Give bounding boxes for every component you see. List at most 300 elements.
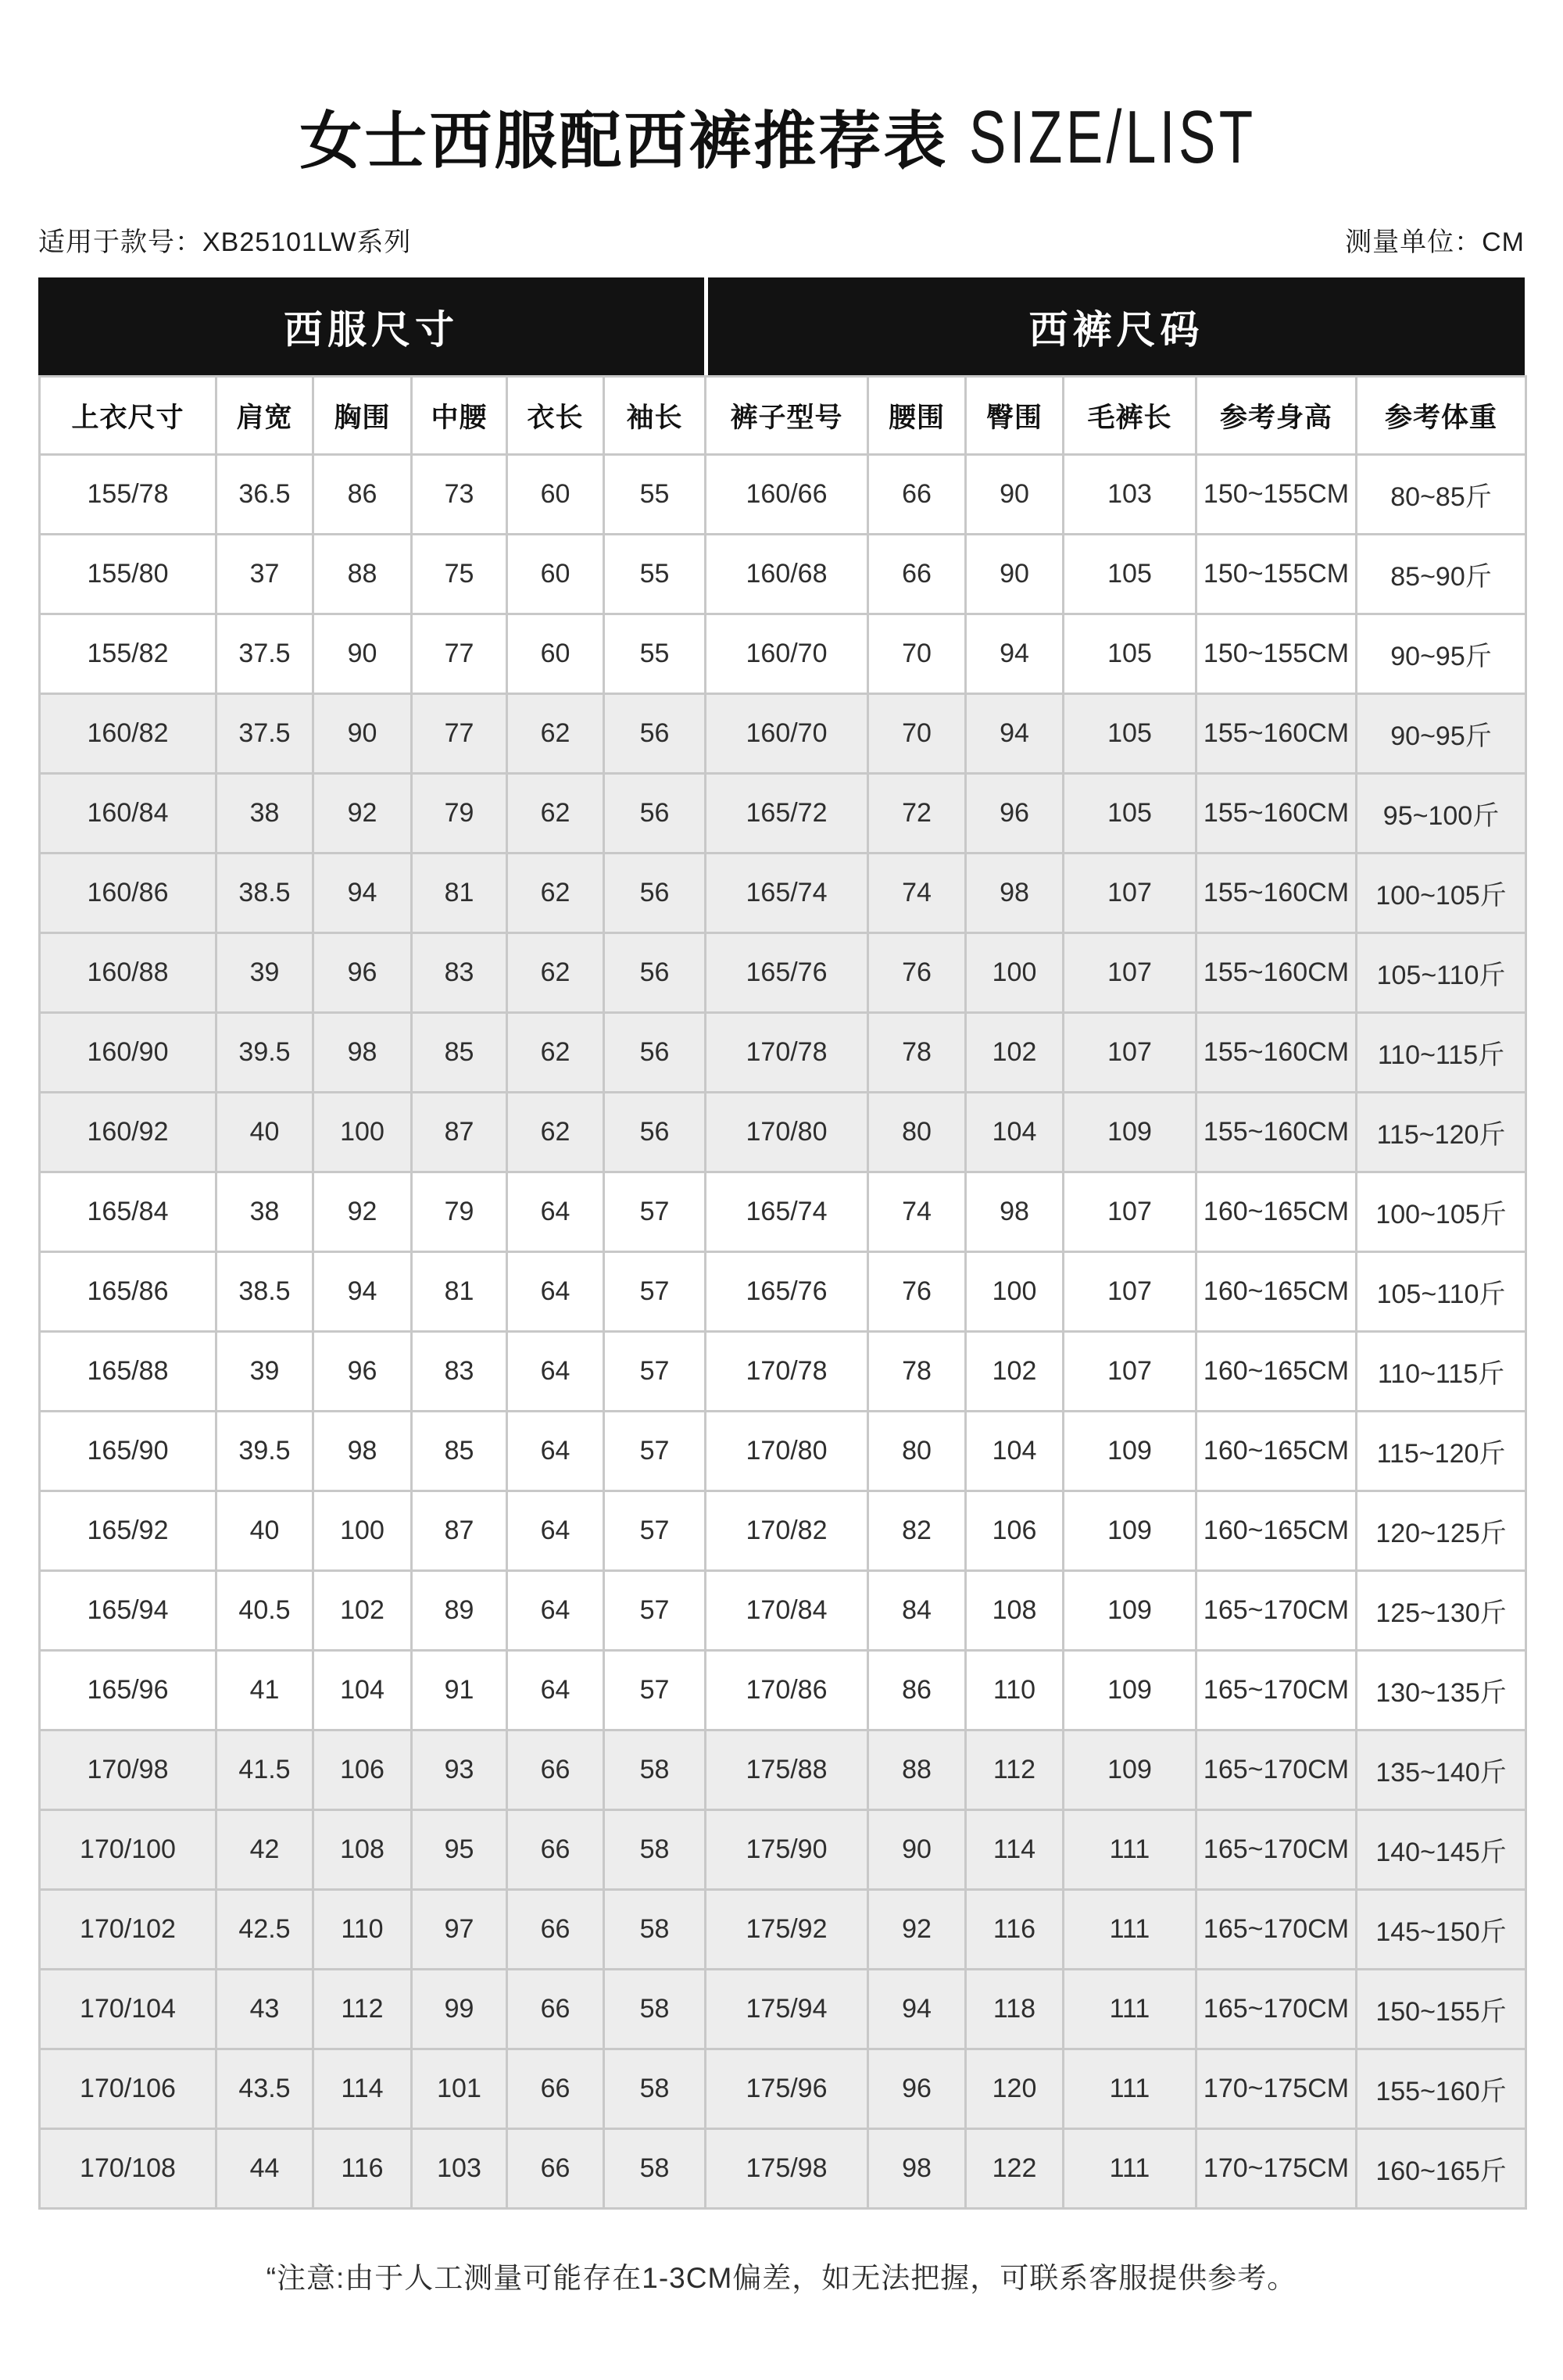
column-header: 参考身高 — [1196, 377, 1357, 455]
size-cell: 57 — [604, 1332, 706, 1412]
size-cell: 57 — [604, 1491, 706, 1571]
size-cell: 79 — [412, 774, 507, 854]
size-cell: 79 — [412, 1172, 507, 1252]
size-cell: 155/82 — [40, 614, 216, 694]
size-cell: 160~165斤 — [1357, 2129, 1526, 2209]
table-row — [40, 1093, 1526, 1172]
table-row — [40, 1970, 1526, 2049]
table-row — [40, 1571, 1526, 1651]
size-cell: 108 — [966, 1571, 1064, 1651]
size-cell: 112 — [966, 1730, 1064, 1810]
size-cell: 89 — [412, 1571, 507, 1651]
size-cell: 66 — [868, 535, 966, 614]
size-cell: 64 — [507, 1412, 604, 1491]
size-cell: 80~85斤 — [1357, 455, 1526, 535]
size-cell: 100 — [966, 1252, 1064, 1332]
size-cell: 170/100 — [40, 1810, 216, 1890]
table-row — [40, 1172, 1526, 1252]
size-cell: 66 — [868, 455, 966, 535]
size-cell: 102 — [313, 1571, 412, 1651]
size-cell: 75 — [412, 535, 507, 614]
table-row — [40, 1491, 1526, 1571]
measure-unit-note: 测量单位：CM — [1345, 227, 1525, 257]
size-cell: 64 — [507, 1332, 604, 1412]
size-cell: 165~170CM — [1196, 1970, 1357, 2049]
size-cell: 110~115斤 — [1357, 1332, 1526, 1412]
size-cell: 80 — [868, 1412, 966, 1491]
size-cell: 160/82 — [40, 694, 216, 774]
size-cell: 66 — [507, 1890, 604, 1970]
column-header: 参考体重 — [1357, 377, 1526, 455]
size-cell: 36.5 — [216, 455, 313, 535]
size-cell: 58 — [604, 2129, 706, 2209]
group-header-suit: 西服尺寸 — [38, 277, 704, 375]
size-cell: 64 — [507, 1252, 604, 1332]
column-header: 上衣尺寸 — [40, 377, 216, 455]
size-cell: 44 — [216, 2129, 313, 2209]
size-cell: 76 — [868, 933, 966, 1013]
size-cell: 150~155CM — [1196, 535, 1357, 614]
size-cell: 107 — [1064, 1172, 1196, 1252]
size-cell: 165/72 — [706, 774, 868, 854]
size-cell: 62 — [507, 1093, 604, 1172]
size-cell: 70 — [868, 614, 966, 694]
column-header: 肩宽 — [216, 377, 313, 455]
size-cell: 95~100斤 — [1357, 774, 1526, 854]
column-header: 毛裤长 — [1064, 377, 1196, 455]
size-cell: 170/86 — [706, 1651, 868, 1730]
size-cell: 175/96 — [706, 2049, 868, 2129]
size-cell: 170/106 — [40, 2049, 216, 2129]
size-cell: 170/84 — [706, 1571, 868, 1651]
size-cell: 175/90 — [706, 1810, 868, 1890]
size-cell: 150~155斤 — [1357, 1970, 1526, 2049]
model-number-note: 适用于款号：XB25101LW系列 — [38, 227, 412, 257]
size-cell: 98 — [868, 2129, 966, 2209]
size-cell: 175/88 — [706, 1730, 868, 1810]
size-cell: 62 — [507, 854, 604, 933]
size-cell: 110 — [313, 1890, 412, 1970]
size-cell: 160~165CM — [1196, 1172, 1357, 1252]
size-cell: 66 — [507, 1810, 604, 1890]
size-cell: 101 — [412, 2049, 507, 2129]
size-cell: 105 — [1064, 614, 1196, 694]
size-cell: 122 — [966, 2129, 1064, 2209]
size-cell: 90 — [313, 614, 412, 694]
size-cell: 78 — [868, 1332, 966, 1412]
size-cell: 93 — [412, 1730, 507, 1810]
size-cell: 39.5 — [216, 1013, 313, 1093]
table-row — [40, 1252, 1526, 1332]
size-cell: 111 — [1064, 1810, 1196, 1890]
size-cell: 135~140斤 — [1357, 1730, 1526, 1810]
size-cell: 170/108 — [40, 2129, 216, 2209]
size-cell: 87 — [412, 1491, 507, 1571]
table-row — [40, 694, 1526, 774]
size-cell: 106 — [313, 1730, 412, 1810]
size-cell: 37.5 — [216, 694, 313, 774]
size-cell: 84 — [868, 1571, 966, 1651]
size-cell: 88 — [868, 1730, 966, 1810]
size-cell: 39 — [216, 1332, 313, 1412]
size-cell: 105 — [1064, 774, 1196, 854]
size-cell: 116 — [313, 2129, 412, 2209]
size-cell: 102 — [966, 1013, 1064, 1093]
size-cell: 94 — [868, 1970, 966, 2049]
size-cell: 165/92 — [40, 1491, 216, 1571]
size-cell: 42 — [216, 1810, 313, 1890]
size-cell: 62 — [507, 774, 604, 854]
size-cell: 39.5 — [216, 1412, 313, 1491]
size-cell: 165/74 — [706, 854, 868, 933]
size-cell: 155~160CM — [1196, 774, 1357, 854]
size-cell: 66 — [507, 1970, 604, 2049]
size-cell: 85 — [412, 1412, 507, 1491]
size-cell: 115~120斤 — [1357, 1412, 1526, 1491]
size-cell: 160~165CM — [1196, 1412, 1357, 1491]
size-cell: 110 — [966, 1651, 1064, 1730]
size-cell: 64 — [507, 1651, 604, 1730]
size-cell: 112 — [313, 1970, 412, 2049]
table-row — [40, 1013, 1526, 1093]
size-cell: 100~105斤 — [1357, 1172, 1526, 1252]
table-row — [40, 455, 1526, 535]
size-cell: 107 — [1064, 1013, 1196, 1093]
size-cell: 100 — [966, 933, 1064, 1013]
size-cell: 57 — [604, 1172, 706, 1252]
size-cell: 78 — [868, 1013, 966, 1093]
size-cell: 160/90 — [40, 1013, 216, 1093]
size-cell: 82 — [868, 1491, 966, 1571]
size-cell: 62 — [507, 694, 604, 774]
size-cell: 55 — [604, 455, 706, 535]
size-cell: 165/86 — [40, 1252, 216, 1332]
size-cell: 115~120斤 — [1357, 1093, 1526, 1172]
size-cell: 150~155CM — [1196, 614, 1357, 694]
size-cell: 66 — [507, 2129, 604, 2209]
size-cell: 108 — [313, 1810, 412, 1890]
size-cell: 103 — [1064, 455, 1196, 535]
size-cell: 60 — [507, 535, 604, 614]
table-row — [40, 1651, 1526, 1730]
size-cell: 175/92 — [706, 1890, 868, 1970]
size-cell: 41.5 — [216, 1730, 313, 1810]
size-cell: 160/84 — [40, 774, 216, 854]
size-cell: 170/78 — [706, 1332, 868, 1412]
table-row — [40, 854, 1526, 933]
size-cell: 38 — [216, 774, 313, 854]
size-cell: 96 — [313, 1332, 412, 1412]
size-cell: 150~155CM — [1196, 455, 1357, 535]
size-cell: 170/104 — [40, 1970, 216, 2049]
column-header: 裤子型号 — [706, 377, 868, 455]
table-row — [40, 1890, 1526, 1970]
size-cell: 107 — [1064, 933, 1196, 1013]
size-cell: 98 — [966, 1172, 1064, 1252]
size-cell: 110~115斤 — [1357, 1013, 1526, 1093]
size-cell: 98 — [966, 854, 1064, 933]
size-cell: 94 — [966, 694, 1064, 774]
size-cell: 87 — [412, 1093, 507, 1172]
size-cell: 56 — [604, 1013, 706, 1093]
size-cell: 58 — [604, 1810, 706, 1890]
size-cell: 114 — [313, 2049, 412, 2129]
size-cell: 40 — [216, 1491, 313, 1571]
size-cell: 55 — [604, 535, 706, 614]
size-cell: 160/88 — [40, 933, 216, 1013]
size-cell: 38 — [216, 1172, 313, 1252]
size-cell: 165~170CM — [1196, 1890, 1357, 1970]
size-cell: 76 — [868, 1252, 966, 1332]
column-header: 中腰 — [412, 377, 507, 455]
size-cell: 41 — [216, 1651, 313, 1730]
table-row — [40, 1332, 1526, 1412]
size-cell: 91 — [412, 1651, 507, 1730]
size-cell: 94 — [966, 614, 1064, 694]
table-row — [40, 2129, 1526, 2209]
size-cell: 55 — [604, 614, 706, 694]
size-cell: 38.5 — [216, 854, 313, 933]
size-cell: 160~165CM — [1196, 1491, 1357, 1571]
size-cell: 114 — [966, 1810, 1064, 1890]
size-cell: 105 — [1064, 535, 1196, 614]
size-cell: 106 — [966, 1491, 1064, 1571]
size-cell: 111 — [1064, 1970, 1196, 2049]
size-cell: 83 — [412, 1332, 507, 1412]
size-cell: 94 — [313, 1252, 412, 1332]
meta-line — [38, 220, 1525, 259]
size-cell: 100 — [313, 1093, 412, 1172]
size-table-body — [40, 455, 1526, 2209]
size-cell: 170/102 — [40, 1890, 216, 1970]
size-cell: 74 — [868, 854, 966, 933]
size-cell: 57 — [604, 1571, 706, 1651]
size-cell: 72 — [868, 774, 966, 854]
size-cell: 64 — [507, 1172, 604, 1252]
size-cell: 42.5 — [216, 1890, 313, 1970]
size-table — [38, 375, 1527, 2210]
size-cell: 99 — [412, 1970, 507, 2049]
size-cell: 104 — [313, 1651, 412, 1730]
size-cell: 90~95斤 — [1357, 614, 1526, 694]
column-header: 衣长 — [507, 377, 604, 455]
page-title-english: SIZE/LIST — [968, 95, 1257, 179]
size-cell: 170/80 — [706, 1093, 868, 1172]
size-cell: 90 — [313, 694, 412, 774]
size-cell: 120~125斤 — [1357, 1491, 1526, 1571]
size-cell: 56 — [604, 854, 706, 933]
group-header-pants: 西裤尺码 — [708, 277, 1525, 375]
size-cell: 175/98 — [706, 2129, 868, 2209]
size-cell: 86 — [868, 1651, 966, 1730]
column-header: 腰围 — [868, 377, 966, 455]
size-cell: 58 — [604, 1970, 706, 2049]
size-cell: 165~170CM — [1196, 1810, 1357, 1890]
size-cell: 102 — [966, 1332, 1064, 1412]
size-cell: 170~175CM — [1196, 2049, 1357, 2129]
size-cell: 40 — [216, 1093, 313, 1172]
size-cell: 107 — [1064, 1332, 1196, 1412]
size-cell: 77 — [412, 614, 507, 694]
size-cell: 83 — [412, 933, 507, 1013]
size-cell: 165/74 — [706, 1172, 868, 1252]
size-cell: 85~90斤 — [1357, 535, 1526, 614]
footer-note: “注意:由于人工测量可能存在1-3CM偏差，如无法把握，可联系客服提供参考。 — [266, 2262, 1297, 2294]
size-cell: 120 — [966, 2049, 1064, 2129]
size-cell: 57 — [604, 1412, 706, 1491]
page-title — [0, 91, 1563, 181]
size-cell: 160/70 — [706, 614, 868, 694]
size-cell: 109 — [1064, 1730, 1196, 1810]
table-row — [40, 933, 1526, 1013]
table-row — [40, 1810, 1526, 1890]
size-cell: 111 — [1064, 2129, 1196, 2209]
size-cell: 165~170CM — [1196, 1651, 1357, 1730]
size-cell: 90 — [966, 535, 1064, 614]
size-cell: 160~165CM — [1196, 1252, 1357, 1332]
size-cell: 165~170CM — [1196, 1571, 1357, 1651]
size-cell: 111 — [1064, 1890, 1196, 1970]
size-cell: 58 — [604, 1730, 706, 1810]
size-cell: 43 — [216, 1970, 313, 2049]
size-cell: 98 — [313, 1013, 412, 1093]
size-cell: 57 — [604, 1252, 706, 1332]
size-cell: 37 — [216, 535, 313, 614]
size-cell: 81 — [412, 854, 507, 933]
column-header: 袖长 — [604, 377, 706, 455]
size-cell: 56 — [604, 1093, 706, 1172]
size-cell: 64 — [507, 1571, 604, 1651]
size-cell: 86 — [313, 455, 412, 535]
column-header-row — [40, 377, 1526, 455]
size-cell: 43.5 — [216, 2049, 313, 2129]
size-cell: 155/78 — [40, 455, 216, 535]
size-cell: 155~160CM — [1196, 933, 1357, 1013]
size-cell: 37.5 — [216, 614, 313, 694]
size-cell: 62 — [507, 933, 604, 1013]
size-cell: 118 — [966, 1970, 1064, 2049]
size-cell: 165/84 — [40, 1172, 216, 1252]
size-cell: 105~110斤 — [1357, 933, 1526, 1013]
group-header-band — [38, 277, 1525, 375]
size-cell: 165/96 — [40, 1651, 216, 1730]
size-cell: 58 — [604, 2049, 706, 2129]
size-cell: 165/90 — [40, 1412, 216, 1491]
size-cell: 109 — [1064, 1571, 1196, 1651]
size-cell: 109 — [1064, 1412, 1196, 1491]
size-cell: 56 — [604, 933, 706, 1013]
size-cell: 92 — [313, 1172, 412, 1252]
size-cell: 90~95斤 — [1357, 694, 1526, 774]
size-cell: 125~130斤 — [1357, 1571, 1526, 1651]
size-cell: 145~150斤 — [1357, 1890, 1526, 1970]
size-cell: 66 — [507, 1730, 604, 1810]
table-row — [40, 1730, 1526, 1810]
size-cell: 85 — [412, 1013, 507, 1093]
size-cell: 39 — [216, 933, 313, 1013]
size-cell: 170~175CM — [1196, 2129, 1357, 2209]
size-cell: 160/70 — [706, 694, 868, 774]
table-row — [40, 614, 1526, 694]
size-cell: 104 — [966, 1093, 1064, 1172]
size-cell: 107 — [1064, 854, 1196, 933]
size-table-block — [38, 277, 1525, 2210]
size-cell: 160~165CM — [1196, 1332, 1357, 1412]
size-cell: 155~160CM — [1196, 1093, 1357, 1172]
size-cell: 109 — [1064, 1491, 1196, 1571]
size-cell: 73 — [412, 455, 507, 535]
size-cell: 160/86 — [40, 854, 216, 933]
size-cell: 175/94 — [706, 1970, 868, 2049]
size-cell: 130~135斤 — [1357, 1651, 1526, 1730]
size-cell: 38.5 — [216, 1252, 313, 1332]
size-cell: 92 — [313, 774, 412, 854]
size-cell: 170/80 — [706, 1412, 868, 1491]
column-header: 臀围 — [966, 377, 1064, 455]
size-cell: 70 — [868, 694, 966, 774]
size-cell: 155/80 — [40, 535, 216, 614]
size-cell: 90 — [868, 1810, 966, 1890]
table-row — [40, 535, 1526, 614]
size-cell: 160/66 — [706, 455, 868, 535]
size-cell: 60 — [507, 614, 604, 694]
size-cell: 160/92 — [40, 1093, 216, 1172]
size-cell: 90 — [966, 455, 1064, 535]
size-cell: 155~160CM — [1196, 854, 1357, 933]
size-cell: 109 — [1064, 1651, 1196, 1730]
size-cell: 96 — [868, 2049, 966, 2129]
size-cell: 62 — [507, 1013, 604, 1093]
size-cell: 155~160CM — [1196, 694, 1357, 774]
size-cell: 56 — [604, 694, 706, 774]
size-cell: 81 — [412, 1252, 507, 1332]
size-cell: 155~160CM — [1196, 1013, 1357, 1093]
table-row — [40, 2049, 1526, 2129]
size-cell: 170/78 — [706, 1013, 868, 1093]
size-cell: 109 — [1064, 1093, 1196, 1172]
size-cell: 64 — [507, 1491, 604, 1571]
size-cell: 40.5 — [216, 1571, 313, 1651]
size-cell: 116 — [966, 1890, 1064, 1970]
size-cell: 97 — [412, 1890, 507, 1970]
size-cell: 105~110斤 — [1357, 1252, 1526, 1332]
size-cell: 94 — [313, 854, 412, 933]
size-cell: 92 — [868, 1890, 966, 1970]
page-title-chinese: 女士西服配西裤推荐表 — [299, 106, 949, 176]
size-cell: 74 — [868, 1172, 966, 1252]
size-cell: 98 — [313, 1412, 412, 1491]
size-cell: 155~160斤 — [1357, 2049, 1526, 2129]
size-cell: 103 — [412, 2129, 507, 2209]
size-cell: 100~105斤 — [1357, 854, 1526, 933]
size-cell: 56 — [604, 774, 706, 854]
column-header: 胸围 — [313, 377, 412, 455]
size-cell: 88 — [313, 535, 412, 614]
size-cell: 77 — [412, 694, 507, 774]
table-row — [40, 1412, 1526, 1491]
size-cell: 96 — [966, 774, 1064, 854]
size-cell: 160/68 — [706, 535, 868, 614]
size-cell: 170/98 — [40, 1730, 216, 1810]
size-cell: 165/76 — [706, 1252, 868, 1332]
size-cell: 60 — [507, 455, 604, 535]
size-cell: 66 — [507, 2049, 604, 2129]
size-cell: 58 — [604, 1890, 706, 1970]
size-cell: 165/94 — [40, 1571, 216, 1651]
size-cell: 165~170CM — [1196, 1730, 1357, 1810]
size-cell: 80 — [868, 1093, 966, 1172]
table-row — [40, 774, 1526, 854]
